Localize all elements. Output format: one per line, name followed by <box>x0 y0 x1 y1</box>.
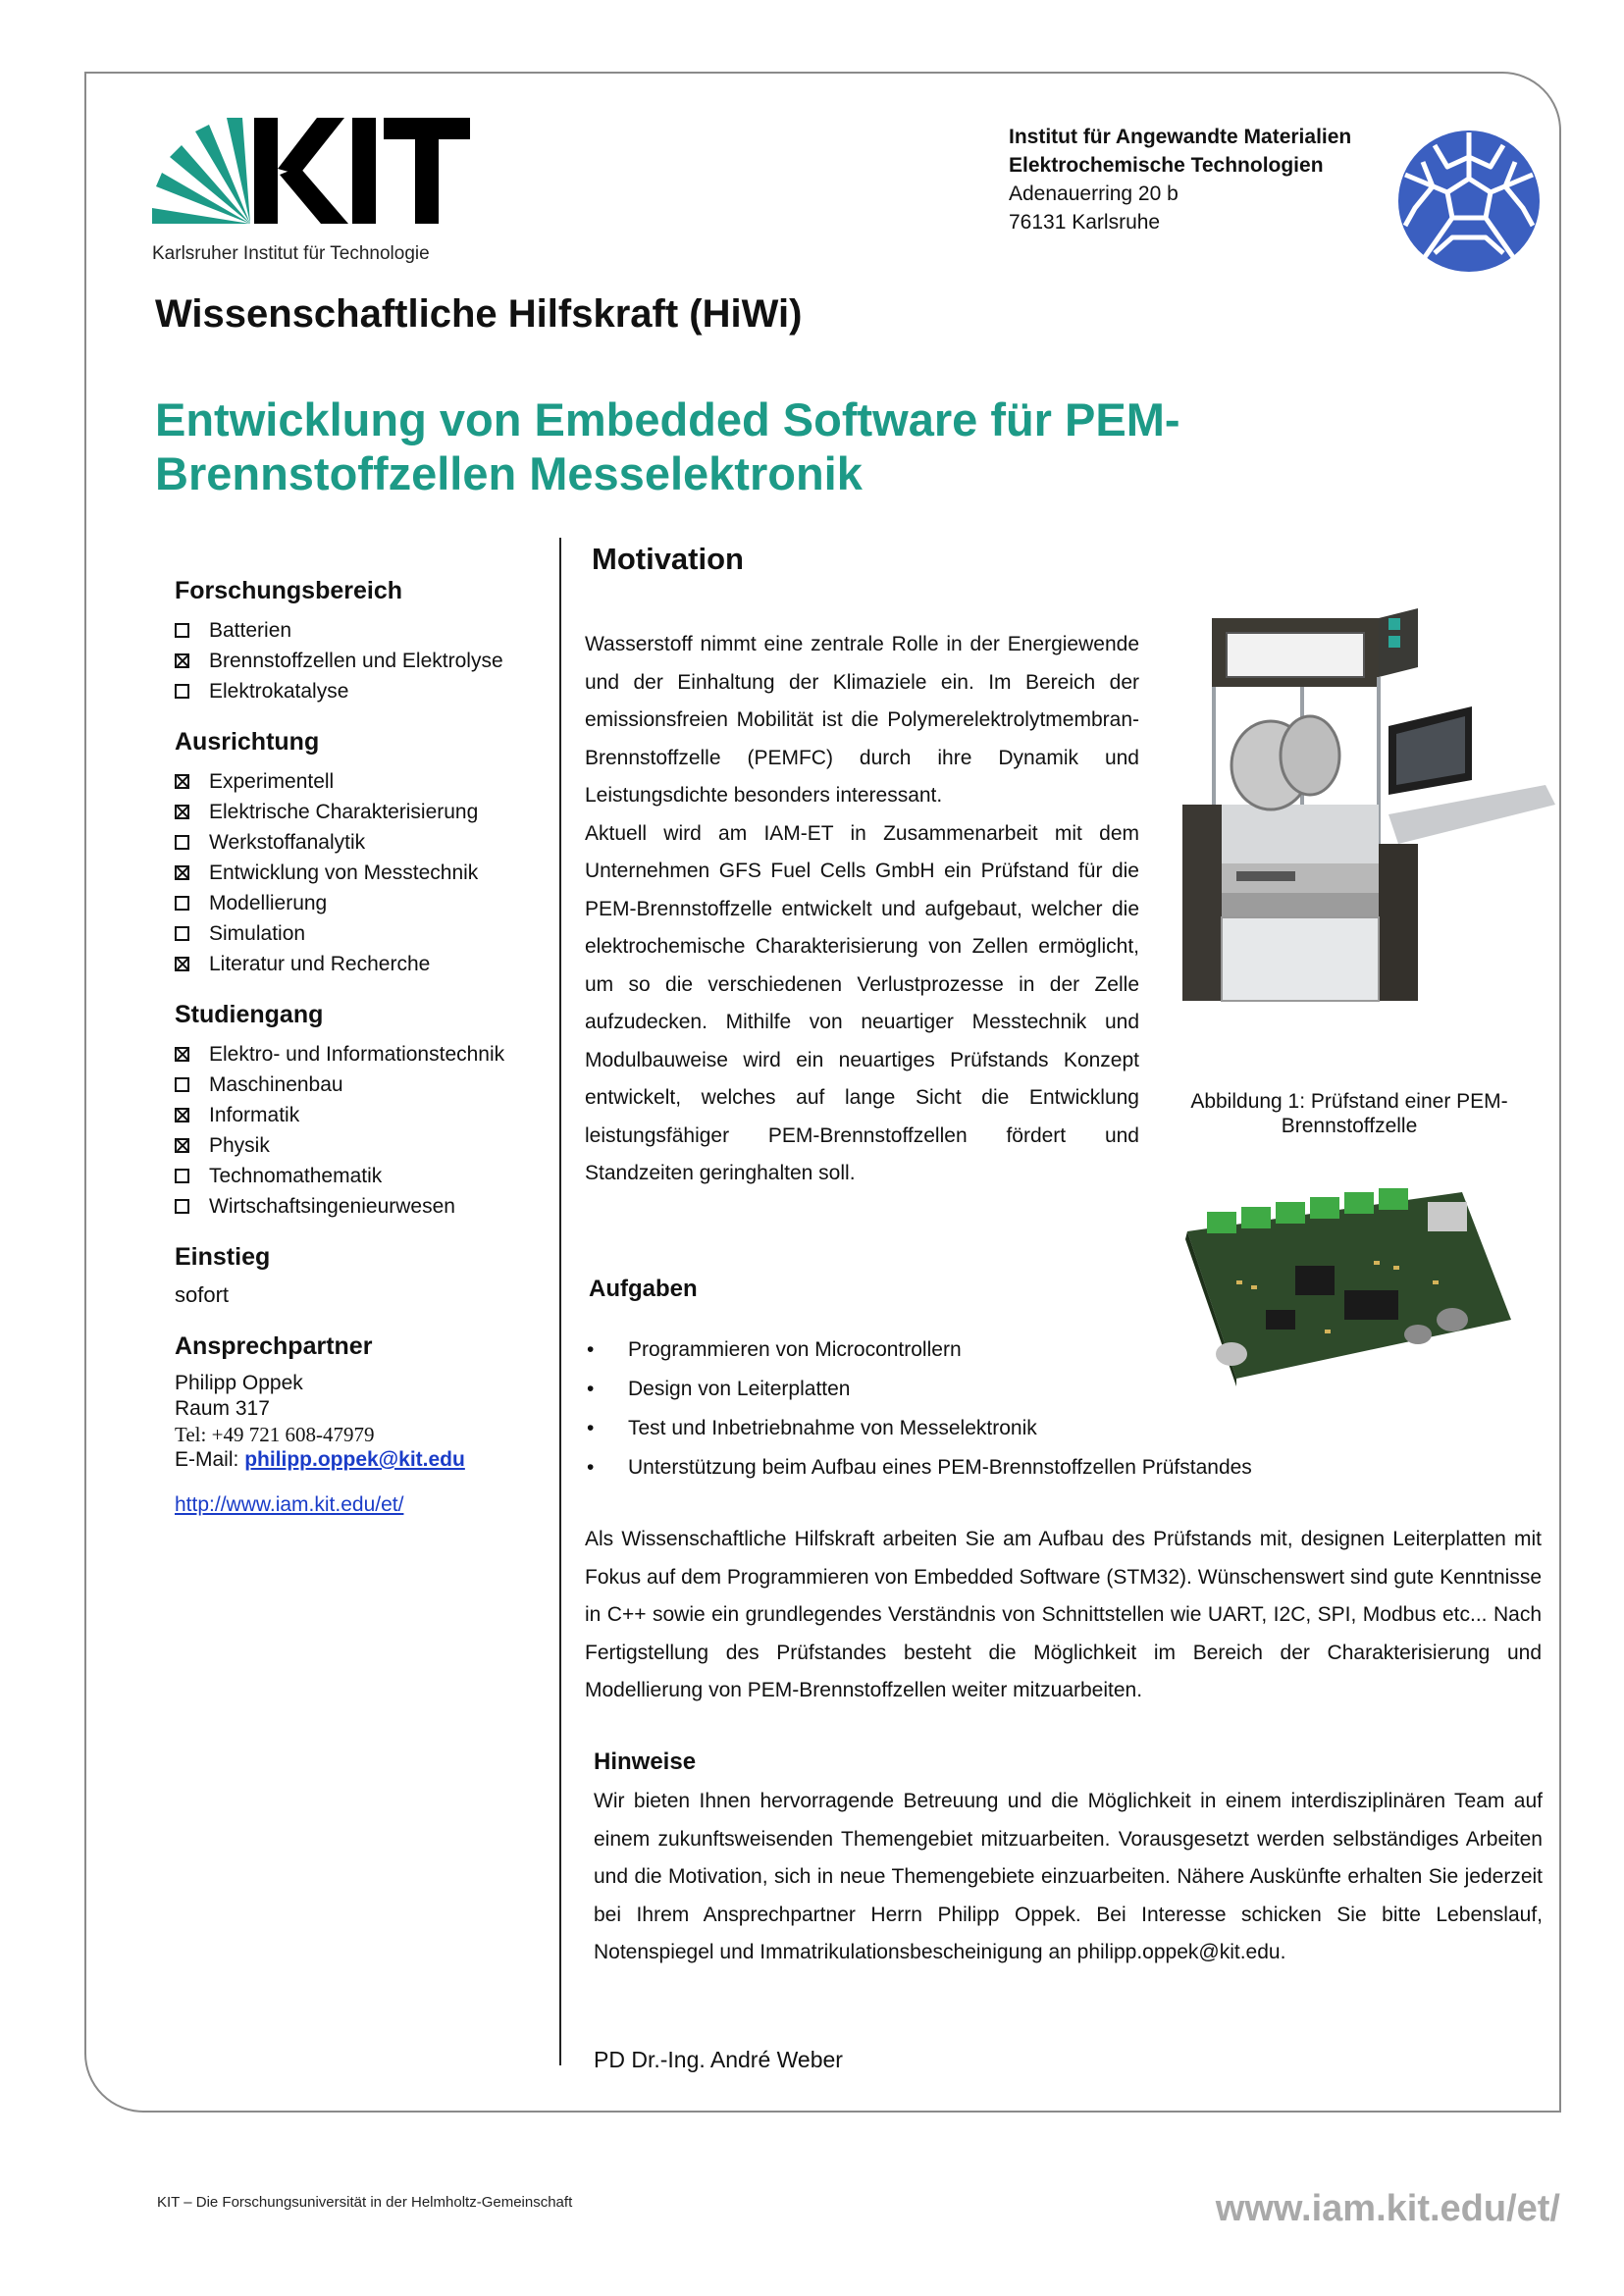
empty-box-icon <box>175 835 189 850</box>
figure-caption: Abbildung 1: Prüfstand einer PEM-Brennstoffzelle <box>1190 1090 1508 1137</box>
empty-box-icon <box>175 926 189 941</box>
checkbox-item <box>175 1070 548 1100</box>
einstieg-value: sofort <box>175 1282 230 1307</box>
contact-name: Philipp Oppek <box>175 1372 303 1394</box>
checked-box-icon <box>175 805 189 819</box>
studiengang-list <box>175 1039 548 1222</box>
checkbox-label: Technomathematik <box>209 1165 383 1187</box>
forschung-list <box>175 615 548 706</box>
checkbox-item <box>175 797 548 827</box>
checkbox-label: Literatur und Recherche <box>209 953 431 975</box>
page-title: Wissenschaftliche Hilfskraft (HiWi) <box>155 292 803 336</box>
checkbox-item <box>175 646 548 676</box>
list-item: • Unterstützung beim Aufbau eines PEM-Brennstoffzellen Prüfstandes <box>587 1448 1372 1487</box>
motivation-title: Motivation <box>592 542 744 576</box>
list-item: • Design von Leiterplatten <box>587 1370 1372 1409</box>
contact-email-link[interactable]: philipp.oppek@kit.edu <box>244 1448 465 1471</box>
checked-box-icon <box>175 865 189 880</box>
checkbox-item <box>175 949 548 979</box>
column-divider <box>559 538 561 2065</box>
ansprechpartner-title: Ansprechpartner <box>175 1332 373 1360</box>
checkbox-item <box>175 1100 548 1130</box>
checkbox-item <box>175 676 548 706</box>
aufgaben-paragraph: Als Wissenschaftliche Hilfskraft arbeiten Sie am Aufbau des Prüfstands mit, designen Leiterplatten mit Fokus auf dem Programmieren von Embedded Software (STM32). Wünschenswert sind gute Kenntnisse in C++ sowie ein grundlegendes Verständnis von Schnittstellen wie UART, I2C, SPI, Modbus etc... Nach Fertigstellung des Prüfstandes besteht die Möglichkeit im Bereich der Charakterisierung und Modellierung von PEM-Brennstoffzellen weiter mitzuarbeiten. <box>585 1528 1542 1701</box>
checkbox-item <box>175 1039 548 1070</box>
contact-room: Raum 317 <box>175 1397 270 1420</box>
bullet-icon: • <box>587 1338 595 1361</box>
checkbox-item <box>175 615 548 646</box>
institute-emblem-icon <box>1395 128 1543 275</box>
checkbox-label: Elektrische Charakterisierung <box>209 801 479 823</box>
page-subtitle: Entwicklung von Embedded Software für PEM-Brennstoffzellen Messelektronik <box>155 393 1180 499</box>
hinweise-text: Wir bieten Ihnen hervorragende Betreuung und die Möglichkeit in einem interdisziplinären Team auf einem zukunftsweisenden Themengebiet mitzuarbeiten. Vorausgesetzt werden selbständiges Arbeiten und die Motivation, sich in neue Themengebiete einzuarbeiten. Nähere Auskünfte erhalten Sie jederzeit bei Ihrem Ansprechpartner Herrn Philipp Oppek. Bei Interesse schicken Sie bitte Lebenslauf, Notenspiegel und Immatrikulationsbescheinigung an philipp.oppek@kit.edu. <box>594 1790 1543 1963</box>
contact-email-label: E-Mail: <box>175 1448 239 1471</box>
empty-box-icon <box>175 684 189 699</box>
sidebar <box>175 577 548 1518</box>
checkbox-label: Maschinenbau <box>209 1073 343 1096</box>
checkbox-item <box>175 918 548 949</box>
aufgaben-title: Aufgaben <box>589 1276 698 1302</box>
institute-name: Institut für Angewandte Materialien <box>1009 126 1352 148</box>
bullet-icon: • <box>587 1456 595 1479</box>
studiengang-title: Studiengang <box>175 1001 324 1028</box>
motivation-paragraph-2: Aktuell wird am IAM-ET in Zusammenarbeit mit dem Unternehmen GFS Fuel Cells GmbH ein Prüfstand für die PEM-Brennstoffzelle entwickelt und aufgebaut, welcher die elektrochemische Charakterisierung von Zellen ermöglicht, um so die verschiedenen Verlustprozesse in der Zelle aufzudecken. Mithilfe von neuartiger Messtechnik und Modulbauweise wird ein neuartiges Prüfstands Konzept entwickelt, welches auf lange Sicht die Entwicklung leistungsfähiger PEM-Brennstoffzellen fördert und Standzeiten geringhalten soll. <box>585 821 1139 1184</box>
hinweise-title: Hinweise <box>594 1748 697 1775</box>
einstieg-title: Einstieg <box>175 1243 271 1271</box>
institute-url-link[interactable]: http://www.iam.kit.edu/et/ <box>175 1493 404 1516</box>
checked-box-icon <box>175 1138 189 1153</box>
checkbox-label: Physik <box>209 1134 270 1157</box>
checkbox-label: Wirtschaftsingenieurwesen <box>209 1195 455 1218</box>
signature: PD Dr.-Ing. André Weber <box>594 2047 843 2072</box>
logo-subtitle: Karlsruher Institut für Technologie <box>152 243 430 264</box>
checkbox-label: Simulation <box>209 922 306 945</box>
bullet-icon: • <box>587 1378 595 1400</box>
checked-box-icon <box>175 957 189 971</box>
contact-phone: Tel: +49 721 608-47979 <box>175 1423 375 1446</box>
forschung-title: Forschungsbereich <box>175 577 402 604</box>
checked-box-icon <box>175 653 189 668</box>
checkbox-label: Experimentell <box>209 770 335 793</box>
checkbox-label: Werkstoffanalytik <box>209 831 366 854</box>
checkbox-label: Informatik <box>209 1104 300 1126</box>
ausrichtung-title: Ausrichtung <box>175 728 320 756</box>
checkbox-item <box>175 1161 548 1191</box>
test-bench-image <box>1153 608 1555 1070</box>
checked-box-icon <box>175 1108 189 1122</box>
institute-city: 76131 Karlsruhe <box>1009 211 1161 234</box>
motivation-paragraph-1: Wasserstoff nimmt eine zentrale Rolle in der Energiewende und der Einhaltung der Klimaziele ein. Im Bereich der emissionsfreien Mobilität ist die Polymerelektrolytmembran-Brennstoffzelle (PEMFC) durch ihre Dynamik und Leistungsdichte besonders interessant. <box>585 633 1139 807</box>
list-item: • Programmieren von Microcontrollern <box>587 1331 1372 1370</box>
motivation-text <box>585 626 1139 1193</box>
aufgaben-list <box>587 1331 1372 1487</box>
empty-box-icon <box>175 1077 189 1092</box>
institute-street: Adenauerring 20 b <box>1009 183 1179 205</box>
checkbox-label: Elektrokatalyse <box>209 680 349 703</box>
checked-box-icon <box>175 774 189 789</box>
checkbox-label: Elektro- und Informationstechnik <box>209 1043 505 1066</box>
institute-department: Elektrochemische Technologien <box>1009 154 1324 177</box>
ausrichtung-list <box>175 766 548 979</box>
empty-box-icon <box>175 623 189 638</box>
footer-url[interactable]: www.iam.kit.edu/et/ <box>1215 2188 1560 2229</box>
bullet-icon: • <box>587 1417 595 1439</box>
checkbox-item <box>175 858 548 888</box>
checkbox-label: Modellierung <box>209 892 328 914</box>
institute-address <box>1009 123 1351 236</box>
footer-tagline: KIT – Die Forschungsuniversität in der Helmholtz-Gemeinschaft <box>157 2194 573 2211</box>
checkbox-item <box>175 1130 548 1161</box>
checkbox-item <box>175 888 548 918</box>
checkbox-label: Entwicklung von Messtechnik <box>209 861 479 884</box>
empty-box-icon <box>175 1169 189 1183</box>
list-item: • Test und Inbetriebnahme von Messelektronik <box>587 1409 1372 1448</box>
contact-email-row <box>175 1447 548 1473</box>
empty-box-icon <box>175 896 189 911</box>
checkbox-item <box>175 766 548 797</box>
checked-box-icon <box>175 1047 189 1062</box>
checkbox-item <box>175 1191 548 1222</box>
checkbox-label: Batterien <box>209 619 292 642</box>
checkbox-item <box>175 827 548 858</box>
empty-box-icon <box>175 1199 189 1214</box>
checkbox-label: Brennstoffzellen und Elektrolyse <box>209 650 503 672</box>
